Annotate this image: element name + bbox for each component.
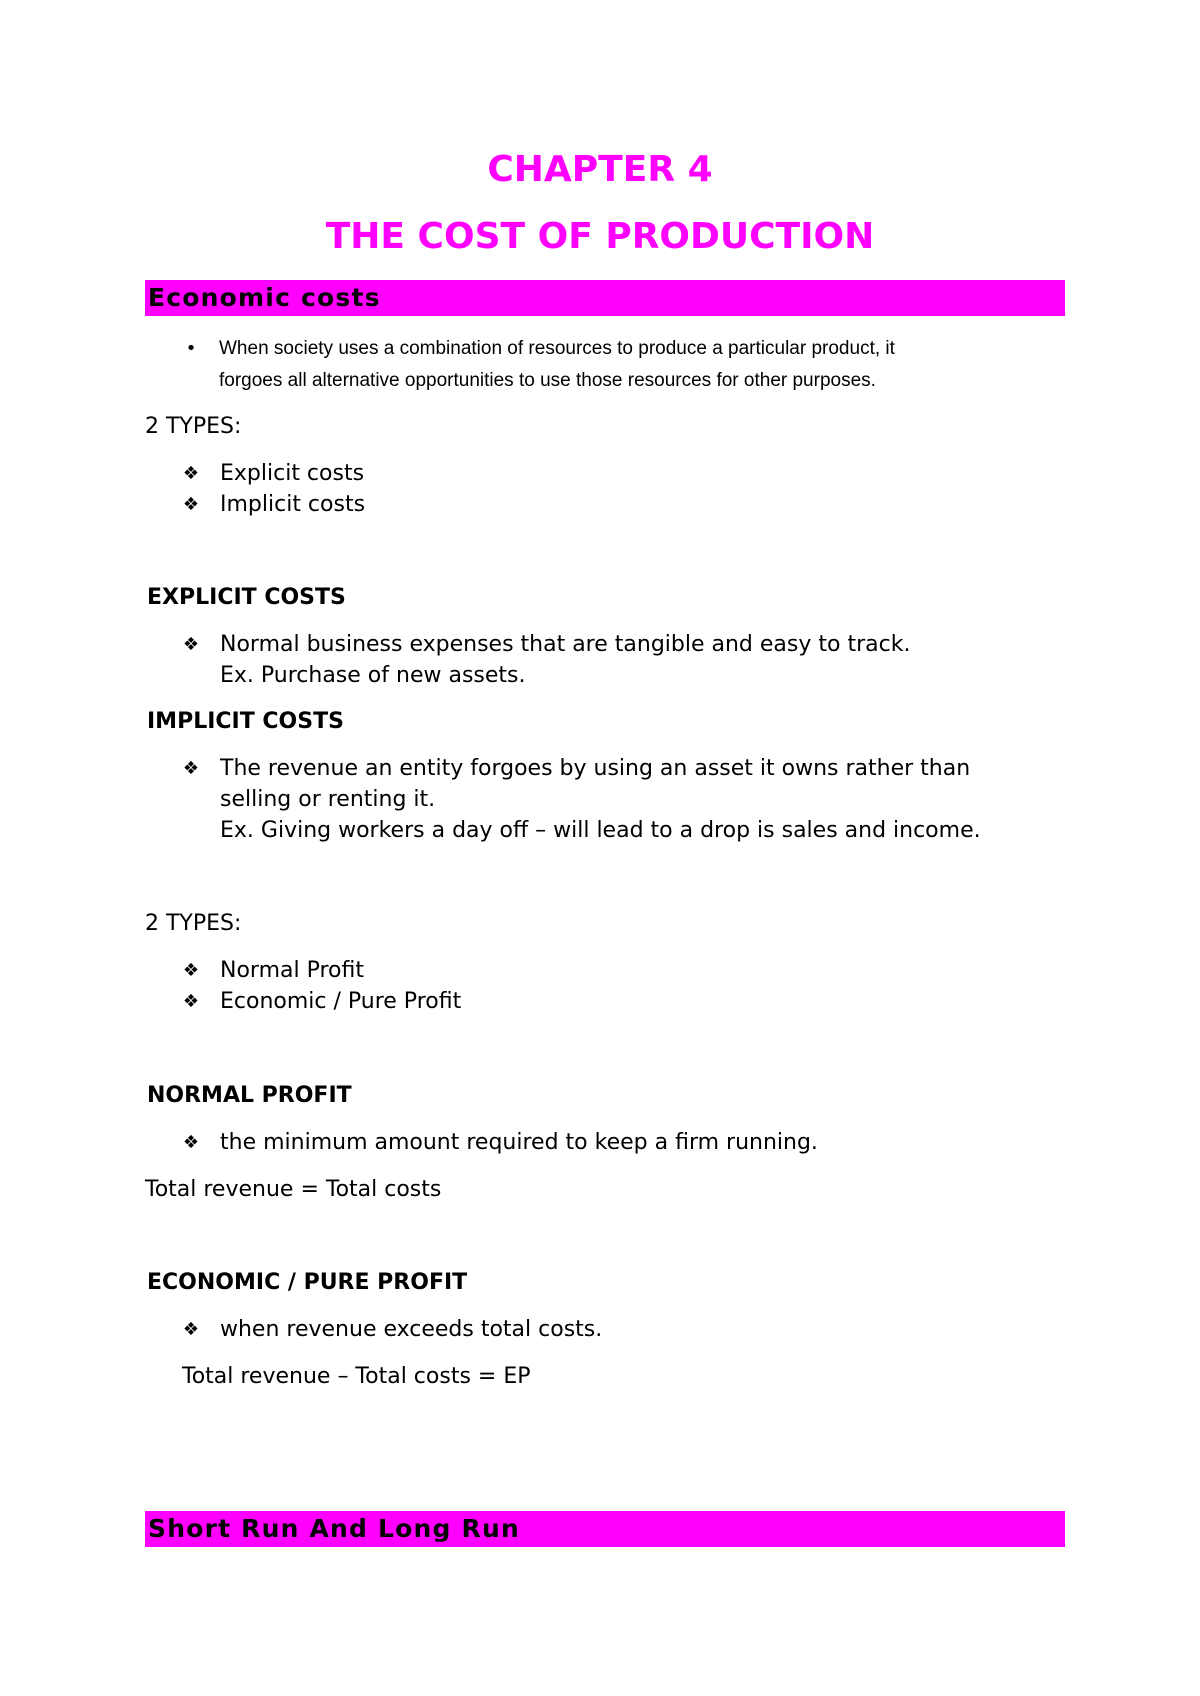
chapter-number: CHAPTER 4 (487, 149, 713, 190)
types-label: 2 TYPES: (145, 911, 242, 936)
section-band-short-long-run (145, 1511, 1065, 1547)
body-text: when revenue exceeds total costs. (220, 1317, 603, 1342)
body-text: Ex. Giving workers a day off – will lead to a drop is sales and income. (220, 818, 981, 843)
body-text: selling or renting it. (220, 787, 436, 812)
body-text: Ex. Purchase of new assets. (220, 663, 526, 688)
formula-text: Total revenue = Total costs (145, 1177, 442, 1202)
body-text: When society uses a combination of resources to produce a particular product, it (219, 338, 895, 359)
diamond-bullet-icon: ❖ (182, 1319, 200, 1340)
section-heading: Economic costs (148, 283, 381, 312)
subheading: NORMAL PROFIT (147, 1083, 352, 1108)
body-text: forgoes all alternative opportunities to use those resources for other purposes. (219, 370, 876, 391)
section-band-economic-costs (145, 280, 1065, 316)
diamond-bullet-icon: ❖ (182, 634, 200, 655)
body-text: The revenue an entity forgoes by using an asset it owns rather than (220, 756, 971, 781)
subheading: IMPLICIT COSTS (147, 709, 344, 734)
diamond-bullet-icon: ❖ (182, 758, 200, 779)
diamond-bullet-icon: ❖ (182, 1132, 200, 1153)
list-item: Normal Profit (220, 958, 364, 983)
body-text: Normal business expenses that are tangible and easy to track. (220, 632, 911, 657)
formula-text: Total revenue – Total costs = EP (182, 1364, 531, 1389)
round-bullet-icon: • (185, 338, 197, 359)
subheading: EXPLICIT COSTS (147, 585, 346, 610)
diamond-bullet-icon: ❖ (182, 494, 200, 515)
body-text: the minimum amount required to keep a firm running. (220, 1130, 818, 1155)
chapter-title: THE COST OF PRODUCTION (325, 216, 875, 257)
list-item: Implicit costs (220, 492, 366, 517)
diamond-bullet-icon: ❖ (182, 960, 200, 981)
diamond-bullet-icon: ❖ (182, 991, 200, 1012)
subheading: ECONOMIC / PURE PROFIT (147, 1270, 468, 1295)
diamond-bullet-icon: ❖ (182, 463, 200, 484)
list-item: Explicit costs (220, 461, 365, 486)
types-label: 2 TYPES: (145, 414, 242, 439)
list-item: Economic / Pure Profit (220, 989, 462, 1014)
section-heading: Short Run And Long Run (148, 1514, 521, 1543)
